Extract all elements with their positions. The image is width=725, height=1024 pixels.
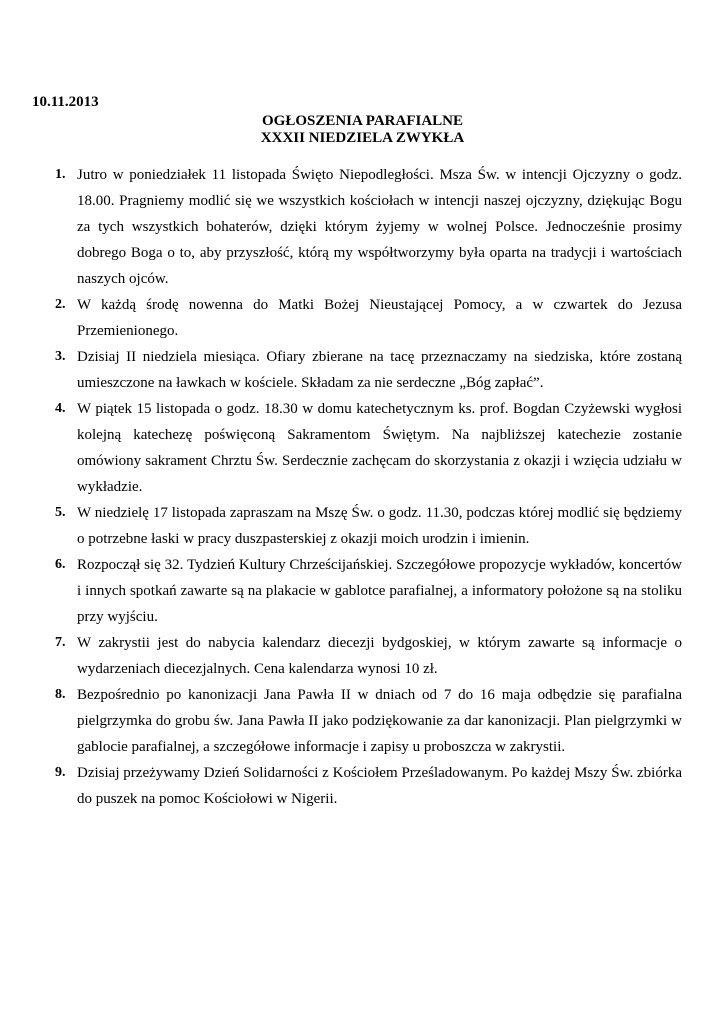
announcement-item-2 [32,292,682,344]
item-text: Jutro w poniedziałek 11 listopada Święto Niepodległości. Msza Św. w intencji Ojczyzny o godz. 18.00. Pragniemy modlić się we wszystkich kościołach w intencji naszej ojczyzny, dziękując Bogu za tych wszystkich bohaterów, dzięki którym żyjemy w wolnej Polsce. Jednocześnie prosimy dobrego Boga o to, aby przyszłość, którą my współtworzymy była oparta na tradycji i wartościach naszych ojców. [77,167,682,287]
item-text: W zakrystii jest do nabycia kalendarz diecezji bydgoskiej, w którym zawarte są informacje o wydarzeniach diecezjalnych. Cena kalendarza wynosi 10 zł. [77,635,682,677]
document-subtitle-text: XXXII NIEDZIELA ZWYKŁA [260,130,465,146]
item-number: 3. [55,349,66,364]
item-number: 1. [55,167,66,182]
announcement-item-7 [32,630,682,682]
item-number: 9. [55,765,66,780]
item-number: 2. [55,297,66,312]
announcement-item-1 [32,162,682,292]
item-text: Bezpośrednio po kanonizacji Jana Pawła II w dniach od 7 do 16 maja odbędzie się parafialna pielgrzymka do grobu św. Jana Pawła II jako podziękowanie za dar kanonizacji. Plan pielgrzymki w gablocie parafialnej, a szczegółowe informacje i zapisy u proboszcza w zakrystii. [77,687,682,755]
item-number: 7. [55,635,66,650]
announcement-date: 10.11.2013 [32,94,99,110]
item-number: 6. [55,557,66,572]
item-number: 8. [55,687,66,702]
announcement-item-8 [32,682,682,760]
item-text: W niedzielę 17 listopada zapraszam na Mszę Św. o godz. 11.30, podczas której modlić się będziemy o potrzebne łaski w pracy duszpasterskiej z okazji moich urodzin i imienin. [77,505,682,547]
item-text: Dzisiaj II niedziela miesiąca. Ofiary zbierane na tacę przeznaczamy na siedziska, które zostaną umieszczone na ławkach w kościele. Składam za nie serdeczne „Bóg zapłać”. [77,349,682,391]
item-text: W piątek 15 listopada o godz. 18.30 w domu katechetycznym ks. prof. Bogdan Czyżewski wygłosi kolejną katechezę poświęconą Sakramentom Świętym. Na najbliższej katechezie zostanie omówiony sakrament Chrztu Św. Serdecznie zachęcam do skorzystania z okazji i wzięcia udziału w wykładzie. [77,401,682,495]
document-title-text: OGŁOSZENIA PARAFIALNE [261,113,463,129]
announcement-item-6 [32,552,682,630]
document-title [0,112,725,130]
announcement-item-5 [32,500,682,552]
announcement-item-9 [32,760,682,812]
item-text: Dzisiaj przeżywamy Dzień Solidarności z Kościołem Prześladowanym. Po każdej Mszy Św. zbiórka do puszek na pomoc Kościołowi w Nigerii. [77,765,682,807]
item-number: 4. [55,401,66,416]
document-subtitle [0,129,725,147]
announcement-item-3 [32,344,682,396]
item-text: W każdą środę nowenna do Matki Bożej Nieustającej Pomocy, a w czwartek do Jezusa Przemienionego. [77,297,682,339]
item-text: Rozpoczął się 32. Tydzień Kultury Chrześcijańskiej. Szczegółowe propozycje wykładów, koncertów i innych spotkań zawarte są na plakacie w gablotce parafialnej, a informatory położone są na stoliku przy wyjściu. [77,557,682,625]
item-number: 5. [55,505,66,520]
announcements-list [32,162,682,812]
announcement-item-4 [32,396,682,500]
